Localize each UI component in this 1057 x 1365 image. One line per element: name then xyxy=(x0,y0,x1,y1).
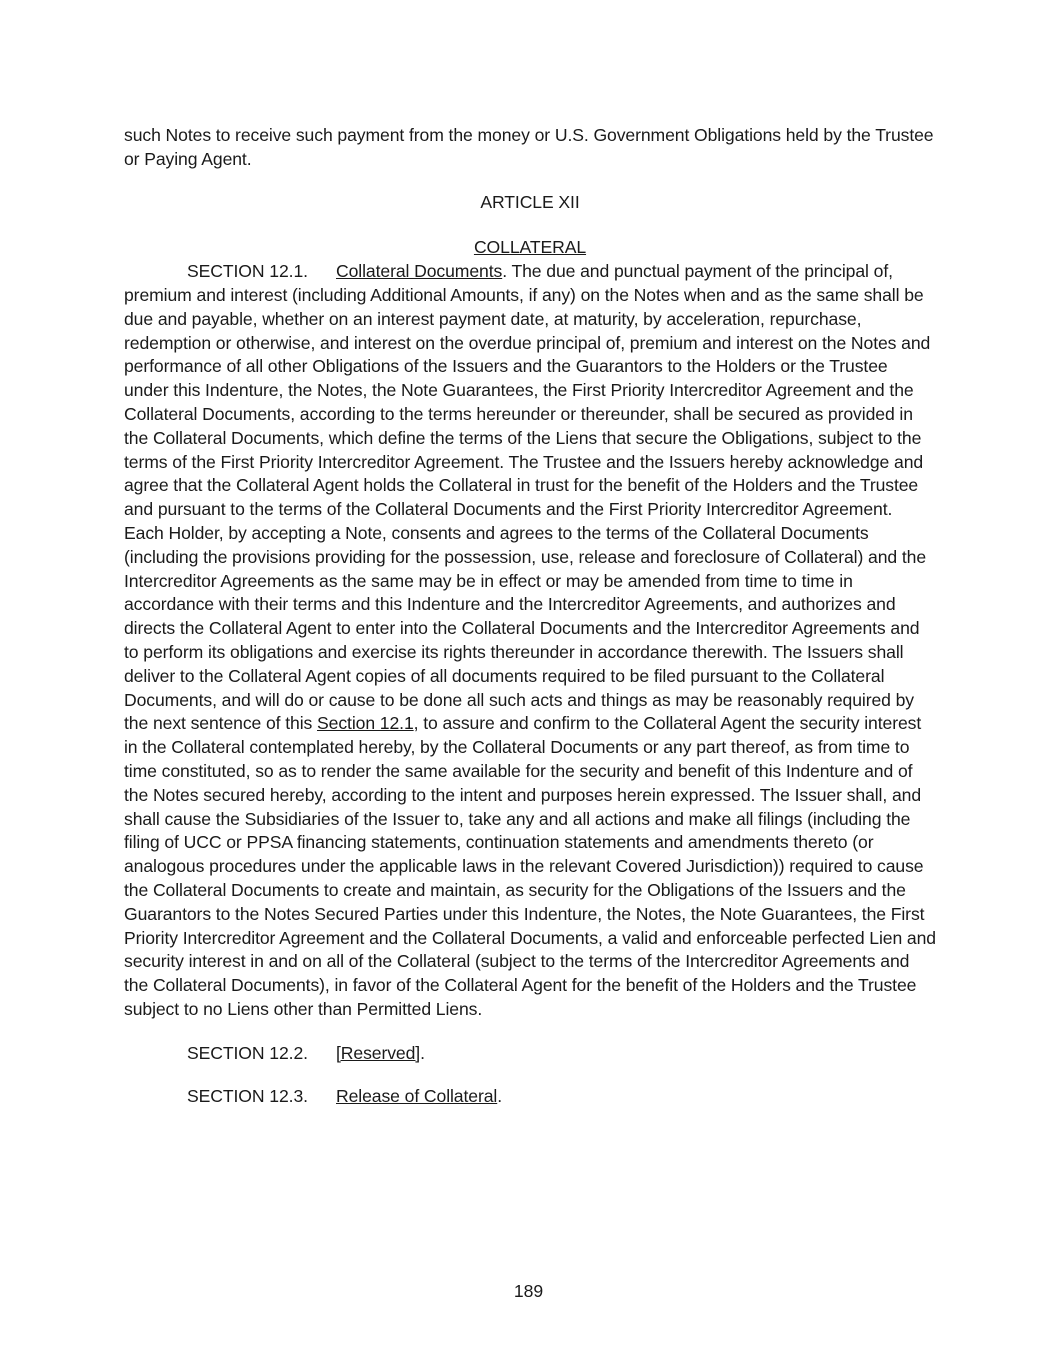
article-heading: ARTICLE XII xyxy=(480,191,580,212)
section-12-3-title-suffix: . xyxy=(497,1086,503,1107)
section-12-1-text-part2: , to assure and confirm to the Collateral Agent the security interest in the Collateral contemplated hereby, by the Collateral Documents or any part thereof, as from time to time constituted, so as to render the same available for the security and benefit of this Indenture and of the Notes secured hereby, according to the intent and purposes herein expressed. The Issuer shall, and shall cause the Subsidiaries of the Issuer to, take any and all actions and make all filings (including the filing of UCC or PPSA financing statements, continuation statements and amendments thereto (or analogous procedures under the applicable laws in the relevant Covered Jurisdiction)) required to cause the Collateral Documents to create and maintain, as security for the Obligations of the Issuers and the Guarantors to the Notes Secured Parties under this Indenture, the Notes, the Note Guarantees, the First Priority Intercreditor Agreement and the Collateral Documents, a valid and enforceable perfected Lien and security interest in and on all of the Collateral (subject to the terms of the Intercreditor Agreements and the Collateral Documents), in favor of the Collateral Agent for the benefit of the Holders and the Trustee subject to no Liens other than Permitted Liens. xyxy=(124,713,936,1019)
section-12-1-paragraph xyxy=(124,260,936,1022)
section-12-1-text-part1: The due and punctual payment of the principal of, premium and interest (including Additional Amounts, if any) on the Notes when and as the same shall be due and payable, whether on an interest payment date, at maturity, by acceleration, repurchase, redemption or otherwise, and interest on the overdue principal of, premium and interest on the Notes and performance of all other Obligations of the Issuers and the Guarantors to the Holders or the Trustee under this Indenture, the Notes, the Note Guarantees, the First Priority Intercreditor Agreement and the Collateral Documents, according to the terms hereunder or thereunder, shall be secured as provided in the Collateral Documents, which define the terms of the Liens that secure the Obligations, subject to the terms of the First Priority Intercreditor Agreement. The Trustee and the Issuers hereby acknowledge and agree that the Collateral Agent holds the Collateral in trust for the benefit of the Holders and the Trustee and pursuant to the terms of the Collateral Documents and the First Priority Intercreditor Agreement. Each Holder, by accepting a Note, consents and agrees to the terms of the Collateral Documents (including the provisions providing for the possession, use, release and foreclosure of Collateral) and the Intercreditor Agreements as the same may be in effect or may be amended from time to time in accordance with their terms and this Indenture and the Intercreditor Agreements, and authorizes and directs the Collateral Agent to enter into the Collateral Documents and the Intercreditor Agreements and to perform its obligations and exercise its rights thereunder in accordance therewith. The Issuers shall deliver to the Collateral Agent copies of all documents required to be filed pursuant to the Collateral Documents, and will do or cause to be done all such acts and things as may be reasonably required by the next sentence of this xyxy=(124,261,931,734)
section-12-1-title-suffix: . xyxy=(502,261,507,282)
section-12-3-number: SECTION 12.3. xyxy=(187,1086,308,1107)
section-12-1-title: Collateral Documents xyxy=(336,261,503,282)
section-12-1-number: SECTION 12.1. xyxy=(187,261,308,282)
article-title-text: COLLATERAL xyxy=(473,237,587,258)
section-12-2-title: [Reserved] xyxy=(336,1042,421,1063)
document-page xyxy=(124,124,936,1109)
section-12-1-cross-reference: Section 12.1 xyxy=(317,713,414,734)
section-12-2-number: SECTION 12.2. xyxy=(187,1042,308,1063)
section-12-3-title: Release of Collateral xyxy=(336,1086,498,1107)
page-number: 189 xyxy=(513,1281,544,1301)
intro-paragraph: such Notes to receive such payment from the money or U.S. Government Obligations held by the Trustee or Paying Agent. xyxy=(124,125,934,169)
section-12-3-heading xyxy=(124,1085,936,1109)
article-title xyxy=(124,236,936,260)
section-12-2-title-suffix: . xyxy=(420,1042,425,1063)
section-12-2-heading xyxy=(124,1042,936,1066)
